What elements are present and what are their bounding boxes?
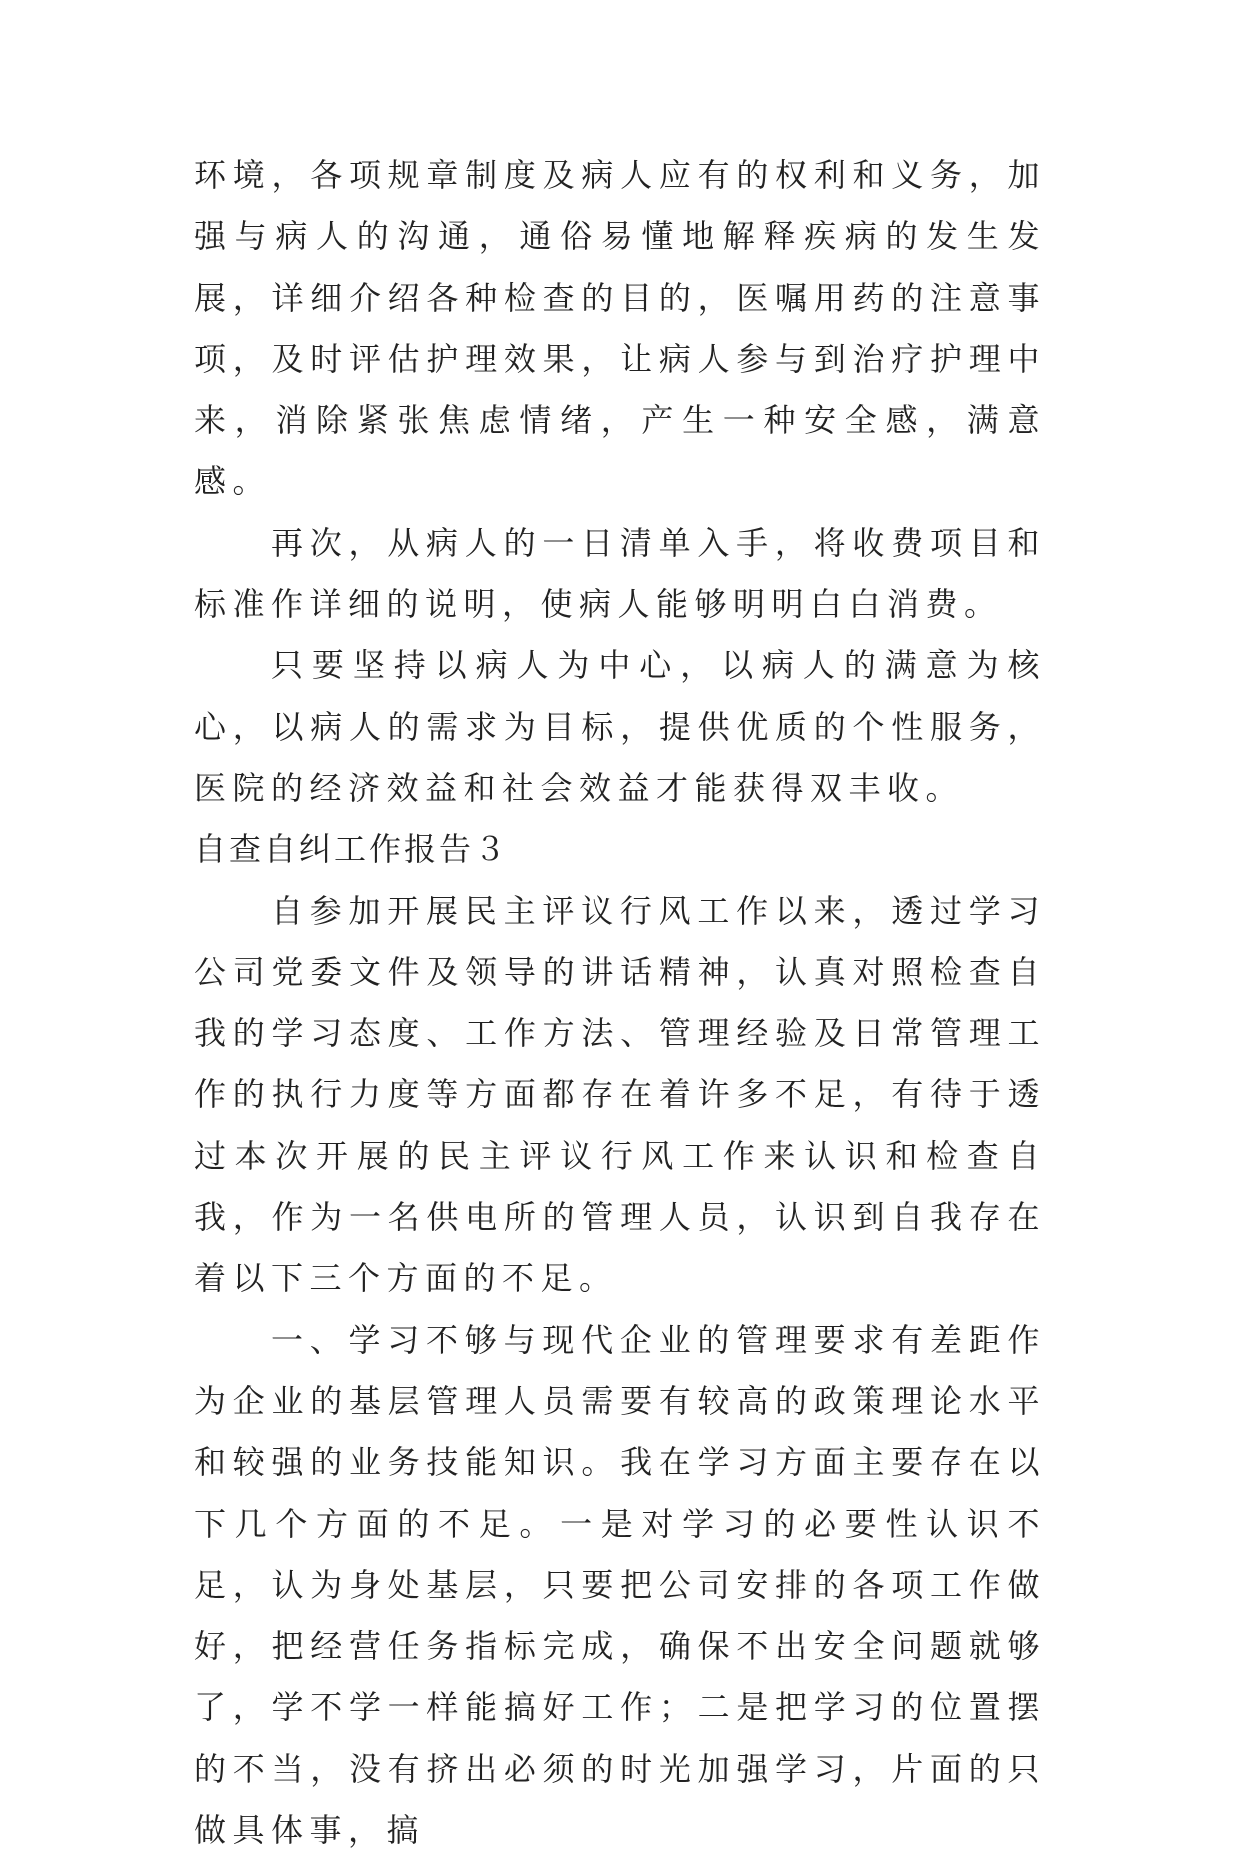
paragraph-2: 再次，从病人的一日清单入手，将收费项目和标准作详细的说明，使病人能够明明白白消费。 xyxy=(194,523,1046,624)
paragraph-4: 自参加开展民主评议行风工作以来，透过学习公司党委文件及领导的讲话精神，认真对照检查自我的学习态度、工作方法、管理经验及日常管理工作的执行力度等方面都存在着许多不足，有待于透过本次开展的民主评议行风工作来认识和检查自我，作为一名供电所的管理人员，认识到自我存在着以下三个方面的不足。 xyxy=(194,891,1046,1298)
document-page xyxy=(194,145,1046,1861)
section-heading: 自查自纠工作报告３ xyxy=(194,830,510,869)
paragraph-1: 环境，各项规章制度及病人应有的权利和义务，加强与病人的沟通，通俗易懂地解释疾病的发生发展，详细介绍各种检查的目的，医嘱用药的注意事项，及时评估护理效果，让病人参与到治疗护理中来，消除紧张焦虑情绪，产生一种安全感，满意感。 xyxy=(194,156,1046,501)
paragraph-5: 一、学习不够与现代企业的管理要求有差距作为企业的基层管理人员需要有较高的政策理论水平和较强的业务技能知识。我在学习方面主要存在以下几个方面的不足。一是对学习的必要性认识不足，认为身处基层，只要把公司安排的各项工作做好，把经营任务指标完成，确保不出安全问题就够了，学不学一样能搞好工作；二是把学习的位置摆的不当，没有挤出必须的时光加强学习，片面的只做具体事，搞 xyxy=(194,1320,1046,1850)
paragraph-3: 只要坚持以病人为中心，以病人的满意为核心，以病人的需求为目标，提供优质的个性服务，医院的经济效益和社会效益才能获得双丰收。 xyxy=(194,646,1046,807)
